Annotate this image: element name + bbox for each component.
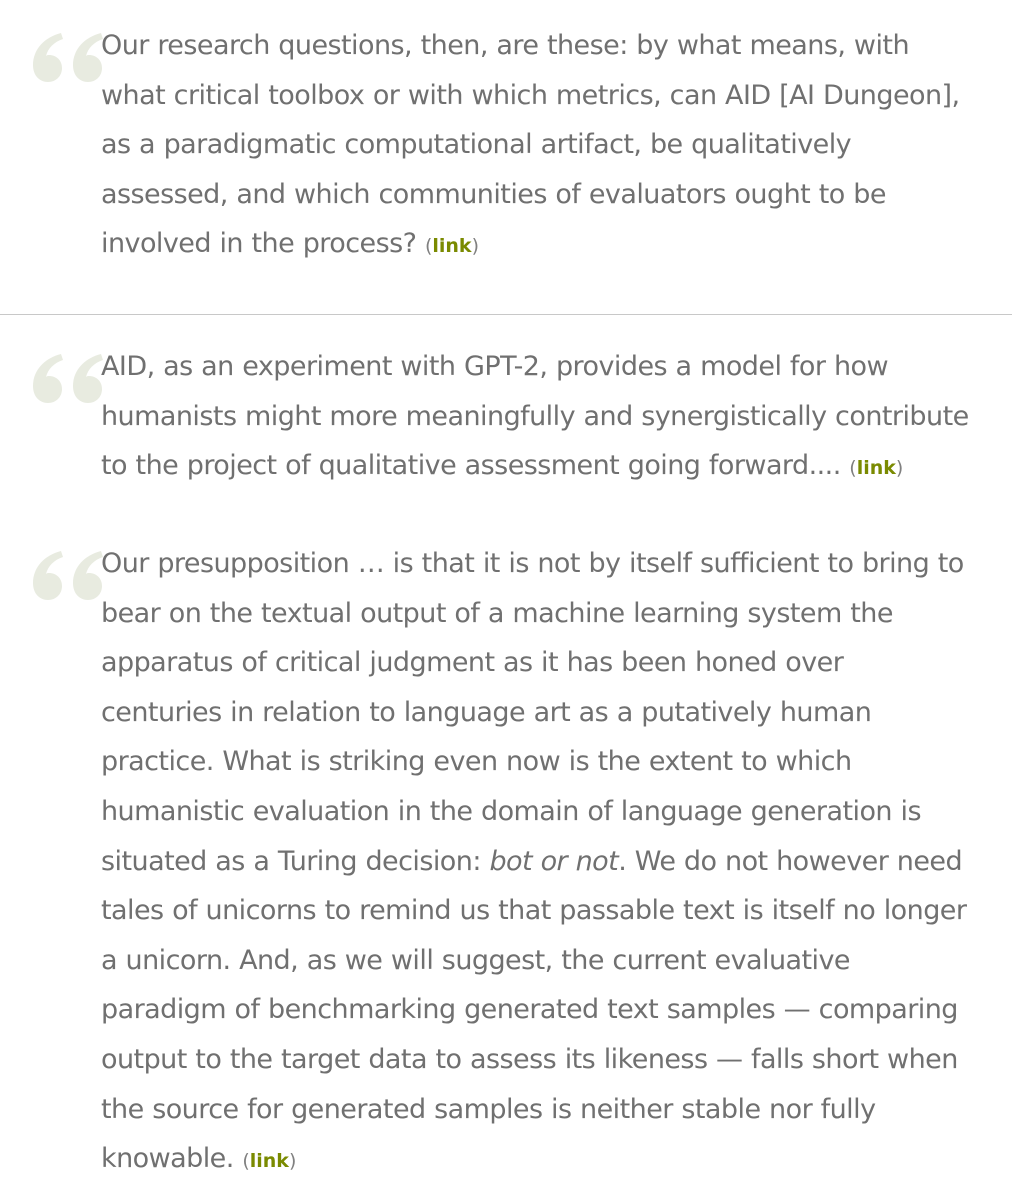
close-paren: ) (895, 457, 904, 480)
source-link[interactable]: link (249, 1150, 289, 1173)
quote-body-start: Our presupposition … is that it is not by itself sufficient to bring to bear on the textual output of a machine learning system the apparatus of critical judgment as it has been honed over centuries in relation to language art as a putatively human practice. What is striking even now is the extent to which humanistic evaluation in the domain of language generation is situated as a Turing decision: (101, 548, 964, 877)
quote-body-end: . We do not however need tales of unicorns to remind us that passable text is itself no longer a unicorn. And, as we will suggest, the current evaluative paradigm of benchmarking generated text samples — comparing output to the target data to assess its likeness — falls short when the source for generated samples is neither stable nor fully knowable. (101, 845, 967, 1175)
quote-text (101, 21, 971, 272)
open-paren: ( (849, 457, 857, 480)
source-citation (425, 235, 479, 257)
open-paren: ( (424, 235, 433, 258)
section-divider (0, 314, 1012, 315)
source-citation (849, 457, 903, 479)
left-double-quote-icon (31, 547, 105, 601)
source-link[interactable]: link (432, 235, 472, 258)
source-link[interactable]: link (856, 457, 896, 480)
quote-emphasis: bot or not (489, 845, 619, 877)
left-double-quote-icon (31, 29, 105, 83)
quote-body: Our research questions, then, are these: by what means, with what critical toolbox or with which metrics, can AID [AI Dungeon], as a paradigmatic computational artifact, be qualitatively assessed, and which communities of evaluators ought to be involved in the process? (101, 30, 960, 260)
source-citation (242, 1150, 296, 1172)
quote-text (101, 342, 971, 494)
left-double-quote-icon (31, 350, 105, 404)
close-paren: ) (471, 235, 479, 258)
close-paren: ) (288, 1150, 297, 1173)
open-paren: ( (242, 1150, 250, 1173)
blockquote-3 (0, 539, 971, 1187)
blockquote-1 (0, 21, 971, 272)
quote-text (101, 539, 971, 1187)
blockquote-2 (0, 342, 971, 494)
quote-body: AID, as an experiment with GPT-2, provides a model for how humanists might more meaningfully and synergistically contribute to the project of qualitative assessment going forward.... (101, 351, 969, 482)
